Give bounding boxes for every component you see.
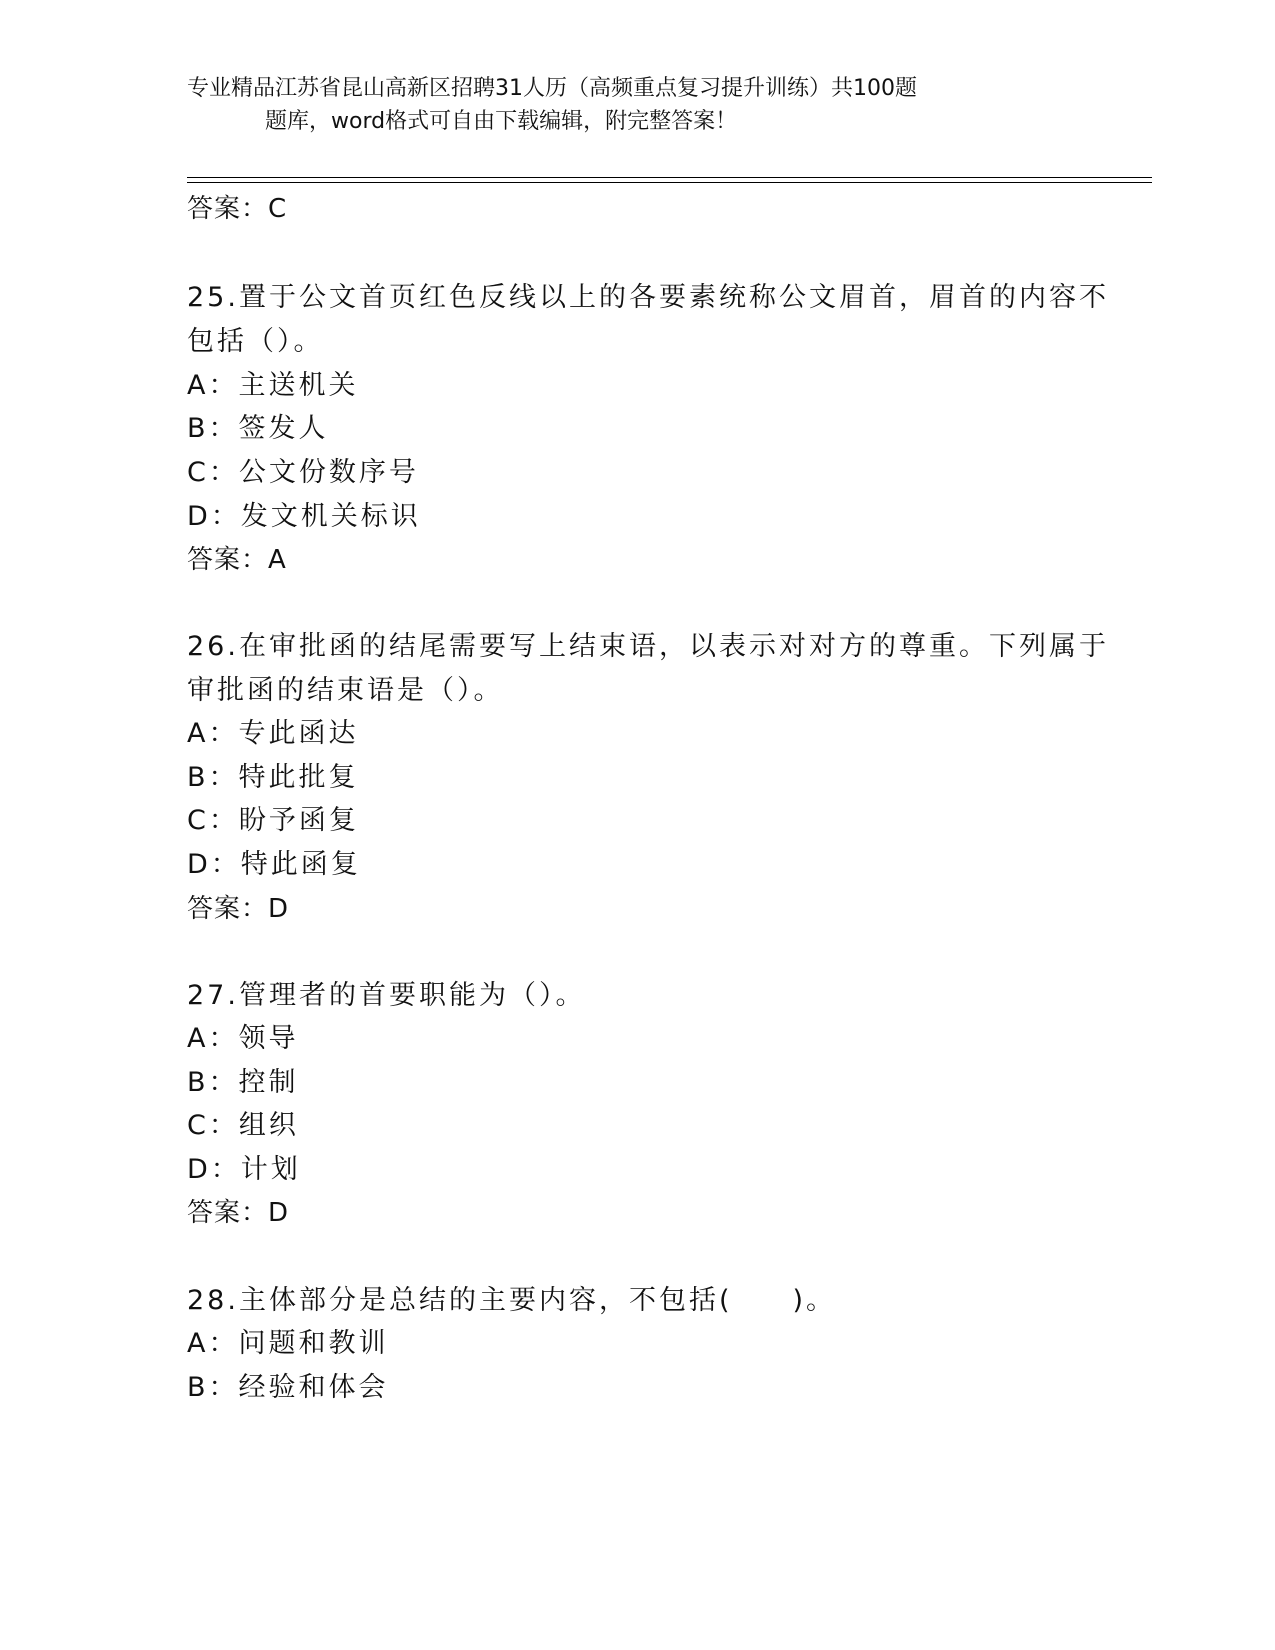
header-title-line1: 专业精品江苏省昆山高新区招聘31人历（高频重点复习提升训练）共100题 [187,76,917,101]
question-28-stem-line1: 28.主体部分是总结的主要内容，不包括( )。 [187,1285,837,1316]
question-25-option-d: D：发文机关标识 [187,501,421,532]
question-27-option-d: D：计划 [187,1154,301,1185]
question-25-answer: 答案：A [187,545,287,575]
question-27-option-c: C：组织 [187,1110,299,1141]
question-27-option-a: A：领导 [187,1023,299,1054]
question-26-option-a: A：专此函达 [187,718,359,749]
question-28-option-b: B：经验和体会 [187,1372,389,1403]
question-28-option-a: A：问题和教训 [187,1328,389,1359]
question-27-answer: 答案：D [187,1198,290,1228]
question-25-option-a: A：主送机关 [187,370,359,401]
question-26-answer: 答案：D [187,894,290,924]
question-26-option-d: D：特此函复 [187,849,361,880]
question-25-stem-line2: 包括（）。 [187,326,324,357]
question-27-option-b: B：控制 [187,1067,299,1098]
header-divider-bottom [187,182,1152,183]
header-title-line2: 题库，word格式可自由下载编辑，附完整答案！ [265,109,738,134]
header-divider-top [187,177,1152,178]
question-26-option-c: C：盼予函复 [187,805,359,836]
answer-previous: 答案：C [187,194,288,224]
question-26-stem-line2: 审批函的结束语是（）。 [187,675,504,706]
question-27-stem-line1: 27.管理者的首要职能为（）。 [187,980,586,1011]
page-header [187,72,1067,138]
question-25-option-c: C：公文份数序号 [187,457,419,488]
question-26-option-b: B：特此批复 [187,762,359,793]
question-25-option-b: B：签发人 [187,413,329,444]
question-25-stem-line1: 25.置于公文首页红色反线以上的各要素统称公文眉首，眉首的内容不 [187,282,1109,313]
question-26-stem-line1: 26.在审批函的结尾需要写上结束语，以表示对对方的尊重。下列属于 [187,631,1109,662]
